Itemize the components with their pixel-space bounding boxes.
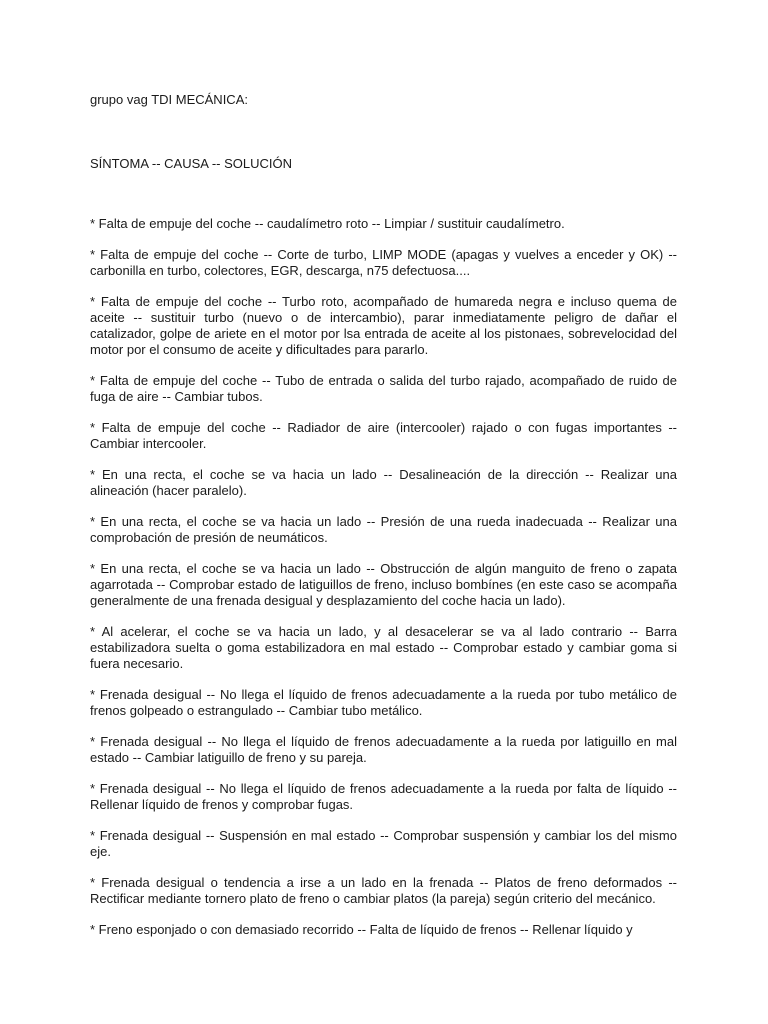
document-body	[90, 92, 677, 953]
symptom-item: * Frenada desigual -- No llega el líquido de frenos adecuadamente a la rueda por latiguillo en mal estado -- Cambiar latiguillo de freno y su pareja.	[90, 734, 677, 765]
symptom-item: * Freno esponjado o con demasiado recorrido -- Falta de líquido de frenos -- Rellenar líquido y	[90, 922, 633, 937]
symptom-item: * Al acelerar, el coche se va hacia un lado, y al desacelerar se va al lado contrario -- Barra estabilizadora suelta o goma estabilizadora en mal estado -- Comprobar estado y cambiar goma si fuera necesario.	[90, 624, 677, 671]
symptom-item: * Falta de empuje del coche -- Corte de turbo, LIMP MODE (apagas y vuelves a enceder y OK) -- carbonilla en turbo, colectores, EGR, descarga, n75 defectuosa....	[90, 247, 677, 278]
symptom-item: * Falta de empuje del coche -- caudalímetro roto -- Limpiar / sustituir caudalímetro.	[90, 216, 565, 231]
symptom-item: * Falta de empuje del coche -- Radiador de aire (intercooler) rajado o con fugas importantes -- Cambiar intercooler.	[90, 420, 677, 451]
symptom-item: * Frenada desigual -- No llega el líquido de frenos adecuadamente a la rueda por falta de líquido -- Rellenar líquido de frenos y comprobar fugas.	[90, 781, 677, 812]
document-subtitle: SÍNTOMA -- CAUSA -- SOLUCIÓN	[90, 156, 293, 171]
symptom-item: * En una recta, el coche se va hacia un lado -- Presión de una rueda inadecuada -- Realizar una comprobación de presión de neumáticos.	[90, 514, 677, 545]
symptom-item: * Falta de empuje del coche -- Tubo de entrada o salida del turbo rajado, acompañado de ruido de fuga de aire -- Cambiar tubos.	[90, 373, 677, 404]
symptom-item: * En una recta, el coche se va hacia un lado -- Desalineación de la dirección -- Realizar una alineación (hacer paralelo).	[90, 467, 677, 498]
symptom-item: * En una recta, el coche se va hacia un lado -- Obstrucción de algún manguito de freno o zapata agarrotada -- Comprobar estado de latiguillos de freno, incluso bombínes (en este caso se acompaña generalmente de una frenada desigual y desplazamiento del coche hacia un lado).	[90, 561, 677, 608]
document-title: grupo vag TDI MECÁNICA:	[90, 92, 248, 107]
symptom-item: * Falta de empuje del coche -- Turbo roto, acompañado de humareda negra e incluso quema de aceite -- sustituir turbo (nuevo o de intercambio), parar inmediatamente peligro de dañar el catalizador, golpe de ariete en el motor por lsa entrada de aceite al los pistonaes, sobrevelocidad del motor por el consumo de aceite y dificultades para pararlo.	[90, 294, 677, 357]
symptom-item: * Frenada desigual -- Suspensión en mal estado -- Comprobar suspensión y cambiar los del mismo eje.	[90, 828, 677, 859]
symptom-item: * Frenada desigual -- No llega el líquido de frenos adecuadamente a la rueda por tubo metálico de frenos golpeado o estrangulado -- Cambiar tubo metálico.	[90, 687, 677, 718]
symptom-item: * Frenada desigual o tendencia a irse a un lado en la frenada -- Platos de freno deformados -- Rectificar mediante tornero plato de freno o cambiar platos (la pareja) según criterio del mecánico.	[90, 875, 677, 906]
